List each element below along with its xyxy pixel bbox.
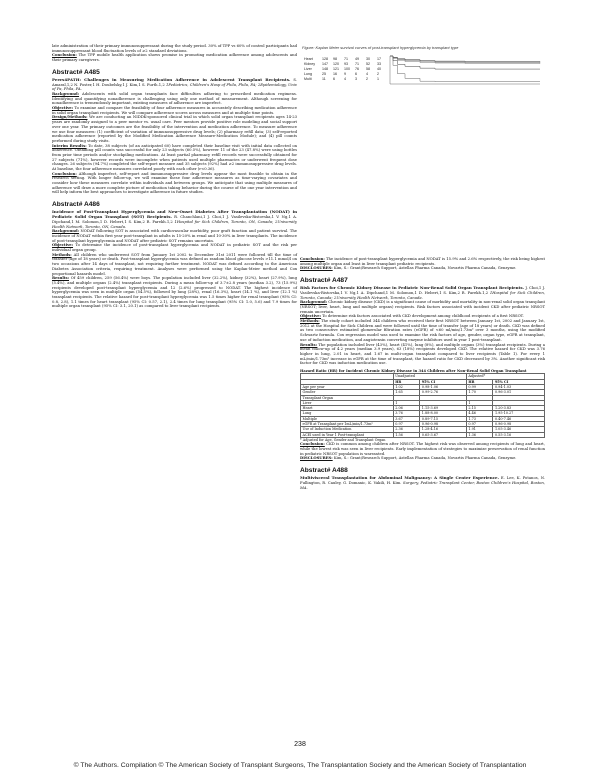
- table-cell: 1.91: [466, 427, 493, 432]
- table-cell: 0.89-7.15: [420, 416, 467, 421]
- risk-table-number: 121: [333, 67, 339, 71]
- risk-table-number: 6: [355, 72, 357, 76]
- table-cell: Use of Induction Medication: [301, 427, 394, 432]
- table-cell: Multiple: [301, 416, 394, 421]
- page-number: 238: [294, 741, 306, 748]
- risk-table-number: 148: [322, 67, 328, 71]
- table-cell: Liver: [301, 400, 394, 405]
- table-header-cell: HR: [466, 379, 493, 384]
- table-cell: 3.67: [393, 416, 420, 421]
- risk-table-number: 71: [344, 57, 348, 61]
- table-cell: 0.96-3.01: [493, 390, 545, 395]
- table-cell: 0.65-3.67: [420, 432, 467, 437]
- table-cell: 1: [393, 400, 420, 405]
- left-column: [52, 44, 297, 309]
- risk-table-number: 30: [366, 57, 370, 61]
- table-cell: 1.28-4.16: [420, 427, 467, 432]
- risk-table-number: 120: [333, 62, 339, 66]
- table-group-header: Adjusted*: [466, 374, 544, 379]
- abstract-authors: S. Amaral,1,2 N. Foster,1 H. Doubelsky,1 J. Kim,1 S. Furth.1,2: [52, 77, 297, 87]
- table-cell: 3.76: [393, 411, 420, 416]
- risk-table-number: 4: [366, 72, 368, 76]
- risk-table-number: 98: [333, 57, 337, 61]
- table-cell: 2.15: [466, 406, 493, 411]
- risk-table-number: 58: [366, 67, 370, 71]
- abstract-a487: Risk Factors for Chronic Kidney Disease in Pediatric Non-Renal Solid Organ Transplant Recipients. J. Choi,1 J. Vasilevska-Ristovska,1 V. Ng,1 A. Dipchand,1 M. Solomon,1 D. Hebert,1 S. Kim,2 R. Parekh.1,2 1Hospital for Sick Children, Toronto, Canada; 2University Health Network, Toronto, Canada. Background: Chronic kidney disease (CKD) is a significant cause of morbidity and mortality in non-renal solid organ transplant (NRSOT; liver, heart, lung and multiple organs) recipients. Risk factors associated with incident CKD after pediatric NRSOT remain uncertain. Objective: To determine risk factors associated with CKD development among childhood recipients of a first NRSOT. Methods: The study cohort included 344 children who received their first NRSOT between January 1st, 2002 and January 1st, 2012 at the Hospital for Sick Children and were followed until the time of transfer (age of 18 years) or death. CKD was defined as two consecutive estimated glomerular filtration rates (eGFR) of <60 ml/min/1.73m² over 3 months, using the modified Schwartz formula. Cox regression model was used to examine the risk factors of age, gender, organ type, eGFR at transplant, use of induction medication, and angiotensin converting enzyme inhibitors used in year 1 post-transplant. Results: The population included liver (43%), heart (41%), lung (8%), and multiple organs (3%) transplant recipients. During a mean follow-up of 4.2 years (median 3.9 years), 63 (18%) recipients developed CKD. The relative hazard for CKD was 3.76 higher in lung, 2.01 in heart, and 1.67 in multi-organ transplant compared to liver recipients (Table 1). For every 1 mL/min/1.73m² increase in eGFR at the time of transplant, the hazard ratio for CKD decreased by 3%. Another significant risk factor for CKD was induction medication use.: [300, 285, 545, 366]
- risk-table-label: Multi: [304, 77, 312, 81]
- abstract-a487-conclusion: Conclusion: CKD is common among children after NRSOT. The highest risk was observed among recipients of lung and heart, while the lowest risk was seen in liver recipients. Early implementation of strategies to maximize preservation of renal function in pediatric NRSOT population is warranted. DISCLOSURES: Kim, S.: Grant/Research Support, Astellas Pharma Canada, Novartis Pharma Canada, Genzyme.: [300, 441, 545, 461]
- table-header-cell: 95% CI: [493, 379, 545, 384]
- table-cell: 0.97: [393, 422, 420, 427]
- abstract-a486-conclusion: Conclusion: The incidence of post-transplant hyperglycemia and NODAT is 15.9% and 2.6% respectively, the risk being highest among multiple organ and least in liver transplant pediatric recipients. DISCLOSURES: Kim, S.: Grant/Research Support, Astellas Pharma Canada, Novartis Pharma Canada, Genzyme.: [300, 256, 545, 271]
- abstract-title: Incidence of Post-Transplant Hyperglycemia and New-Onset Diabetes After Transplantation (NODAT) in Pediatric Solid Organ Transplant (SOT) Recipients.: [52, 209, 297, 220]
- table-cell: 1.36: [466, 432, 493, 437]
- table-cell: 0.97: [466, 422, 493, 427]
- table-cell: 1.56: [393, 432, 420, 437]
- table-cell: 0.94-1.03: [493, 384, 545, 389]
- risk-table-number: 16: [333, 72, 337, 76]
- table-cell: Age per year: [301, 384, 394, 389]
- table-cell: 4.46: [466, 411, 493, 416]
- table-cell: 2.06: [393, 406, 420, 411]
- table-row: [301, 427, 545, 432]
- table-cell: 1.65: [393, 390, 420, 395]
- table-cell: 0.55-3.16: [493, 432, 545, 437]
- abstract-heading: Abstract# A487: [300, 277, 348, 285]
- risk-table: [304, 57, 381, 81]
- risk-table-label: Heart: [304, 57, 313, 61]
- table-cell: 1.70: [466, 390, 493, 395]
- abstract-authors: J. Choi,1 J. Vasilevska-Ristovska,1 V. Ng,1 A. Dipchand,1 M. Solomon,1 D. Hebert,1 S. Kim,2 R. Parekh.1,2: [300, 286, 545, 295]
- table-cell: Heart: [301, 406, 394, 411]
- risk-table-number: 93: [344, 62, 348, 66]
- risk-table-number: 33: [377, 62, 381, 66]
- risk-table-number: 52: [366, 62, 370, 66]
- abstract-a486: Incidence of Post-Transplant Hyperglycemia and New-Onset Diabetes After Transplantation (NODAT) in Pediatric Solid Organ Transplant (SOT) Recipients. R. Chanchlani,1 J. Choi,1 J. Vasilevska-Ristovska,1 V. Ng,1 A. Dipchand,1 M. Solomon,1 D. Hebert,1 S. Kim,2 R. Parekh.1,2 1Hospital for Sick Children, Toronto, ON, Canada; 2University Health Network, Toronto, ON, Canada. Background: NODAT following SOT is associated with cardiovascular morbidity, poor graft function and patient survival. The incidence of NODAT within first year post-transplant in adults is 15-20% in renal and 10-30% in liver transplants. The incidence of post-transplant hyperglycemia and NODAT after pediatric SOT remains uncertain. Objective: To determine the incidence of post-transplant hyperglycemia and NODAT in pediatric SOT and the risk per individual organ group. Methods: All children who underwent SOT from January 1st 2002 to December 31st 2011 were followed till the time of transfer (age of 18 years) or death. Post-transplant hyperglycemia was defined as random blood glucose levels >11.1 mmol/l on two occasions after 14 days of transplant, not requiring further treatment. NODAT was defined according to the American Diabetes Association criteria, requiring treatment. Analyses were performed using the Kaplan-Meier method and Cox proportional hazards model. Results: Of 459 children, 259 (56.4%) were boys. The population included liver (32.2%), kidney (32%), heart (27.9%), lung (5.4%), and multiple organs (2.4%) transplant recipients. During a mean follow-up of 3.7±2.8 years (median 3.2), 73 (15.9%) recipients developed post-transplant hyperglycemia and 12 (2.6%) progressed to NODAT. The highest incidence of hyperglycemia was seen in multiple organ (54.5%), followed by lung (28%), renal (16.3%), heart (14.1 %), and liver (12.1 %) transplant recipients. The relative hazard for post-transplant hyperglycemia was 1.5 times higher for renal transplant (95% CI: 0.8, 2.8), 1.1 times for heart transplant (95% CI: 0.57, 2.1), 2.4 times for lung transplant (95% CI: 1.0, 5.6) and 7.9 times for multiple organ transplant (95% CI: 3.1, 20.1) as compared to liver transplant recipients.: [52, 209, 298, 309]
- table-group-header: Unadjusted: [393, 374, 466, 379]
- abstract-title: Risk Factors for Chronic Kidney Disease in Pediatric Non-Renal Solid Organ Transplant Recipients.: [300, 285, 525, 291]
- table-cell: 1.02: [393, 384, 420, 389]
- hazard-ratio-table-block: [300, 369, 545, 442]
- table-cell: Lung: [301, 411, 394, 416]
- abstract-affiliation: Surgery, Pediatric Transplant Center, Boston Children's Hospital, Boston, MA.: [300, 481, 545, 490]
- risk-table-label: Lung: [304, 72, 312, 76]
- abstract-title: Multivisceral Transplantation for Abdominal Malignancy: A Single Center Experience.: [300, 475, 499, 481]
- table-cell: eGFR at Transplant per 1mL/min/1.73m²: [301, 422, 394, 427]
- risk-table-number: 3: [355, 77, 357, 81]
- risk-table-number: 2: [366, 77, 368, 81]
- risk-table-number: 2: [377, 72, 379, 76]
- risk-table-number: 6: [333, 77, 335, 81]
- risk-table-number: 11: [322, 77, 326, 81]
- abstract-authors: E. Lee, K. Potanos, N. Fullington, R. Cauley, G. Domanic, K. Vakili, H. Kim.: [300, 476, 546, 485]
- right-column: [300, 257, 545, 490]
- risk-table-number: 4: [344, 77, 346, 81]
- abstract-authors: R. Chanchlani,1 J. Choi,1 J. Vasilevska-Ristovska,1 V. Ng,1 A. Dipchand,1 M. Solomon,1 D. Hebert,1 S. Kim,2 R. Parekh.1,2: [52, 215, 298, 224]
- abstract-heading: Abstract# A486: [52, 201, 100, 209]
- risk-table-number: 9: [344, 72, 346, 76]
- table-caption: Hazard Ratio (HR) for Incident Chronic Kidney Disease in 344 Children after Non-Renal Solid Organ Transplant: [300, 368, 527, 373]
- table-cell: 2.36: [393, 427, 420, 432]
- risk-table-number: 40: [377, 67, 381, 71]
- table-row: [301, 432, 545, 437]
- table-row: [301, 422, 545, 427]
- abstract-a488: [300, 476, 545, 490]
- table-cell: 1: [466, 400, 493, 405]
- risk-table-number: 76: [355, 67, 359, 71]
- risk-table-number: 1: [377, 77, 379, 81]
- abstract-affiliation: 1Hospital for Sick Children, Toronto, Canada; 2University Health Network, Toronto, Canada.: [300, 290, 545, 300]
- table-cell: ACEI used in Year 1 Post-transplant: [301, 432, 394, 437]
- prev-abstract-end: late administration of their primary immunosuppressant during the study period. 30% of TPP vs 60% of control participants had immunosuppressant blood fluctuation levels of ≥2 standard deviations. Conclusion: The TPP mobile health application shows promise in promoting medication adherence among adolescents and their primary caregivers.: [52, 44, 297, 63]
- abstract-title: Peers4PATH: Challenges in Measuring Medication Adherence in Adolescent Transplant Recipients.: [52, 76, 291, 82]
- risk-table-number: 147: [322, 62, 328, 66]
- survival-curves: [390, 56, 540, 82]
- table-cell: 1.73: [466, 416, 493, 421]
- abstract-heading: Abstract# A488: [300, 467, 348, 475]
- risk-table-label: Kidney: [304, 62, 315, 66]
- risk-table-label: Liver: [304, 67, 312, 71]
- abstract-affiliation: 1Hospital for Sick Children, Toronto, ON, Canada; 2University Health Network, Toronto, ON, Canada.: [52, 219, 297, 229]
- risk-table-number: 25: [322, 72, 326, 76]
- table-cell: 1.15-3.69: [420, 406, 467, 411]
- hazard-ratio-table: [300, 373, 545, 438]
- table-footnote: * Adjusted for Age, Gender and Transplant Organ: [300, 437, 386, 442]
- risk-table-number: 49: [355, 57, 359, 61]
- risk-table-number: 71: [355, 62, 359, 66]
- table-cell: Gender: [301, 390, 394, 395]
- table-cell: 0.98-1.06: [420, 384, 467, 389]
- table-body: [301, 374, 545, 438]
- risk-table-number: 100: [344, 67, 350, 71]
- table-cell: 0.99: [466, 384, 493, 389]
- table-header-cell: 95% CI: [420, 379, 467, 384]
- abstract-heading: Abstract# A485: [52, 68, 100, 76]
- table-cell: 1.20-3.83: [493, 406, 545, 411]
- table-cell: 0.40-7.46: [493, 416, 545, 421]
- figure-title: Figure: Kaplan Meier survival curves of post-transplant hyperglycemia by transplant type: [302, 45, 459, 50]
- km-survival-figure: [300, 44, 545, 257]
- table-cell: Transplant Organ: [301, 395, 394, 400]
- copyright-footer: © The Authors. Compilation © The American Society of Transplant Surgeons, The Transplantation Society and the American Society of Transplantation: [73, 762, 527, 769]
- table-cell: 0.96-0.98: [420, 422, 467, 427]
- risk-table-number: 17: [377, 57, 381, 61]
- abstract-a485: Peers4PATH: Challenges in Measuring Medication Adherence in Adolescent Transplant Recipients. S. Amaral,1,2 N. Foster,1 H. Doubelsky,1 J. Kim,1 S. Furth.1,2 1Pediatrics, Children's Hosp of Phila, Phila, PA; 2Epidemiology, Univ of Pa, Phila, PA. Background: Adolescents with solid organ transplants face difficulties adhering to prescribed medication regimens. Identifying and quantifying nonadherence is challenging using only one method of measurement. Although screening for nonadherence is tremendously important, existing measures of adherence are imperfect. Objective: To examine and compare the feasibility of four adherence measures in accurately describing medication adherence in solid organ transplant recipients. We will compare adherence scores across measures and at multiple time points. Design/Methods: We are conducting an NIDDK-sponsored clinical trial in which solid organ transplant recipients ages 14-23 years are randomly assigned to a peer mentor vs. usual care. Peer mentors provide positive role modeling and social support over one year. The primary outcomes are the feasibility of the intervention and medication adherence. To measure adherence we use four measures: (1) coefficient of variation of immunosuppressive drug levels; (2) pharmacy refill data; (3) self-reported medication adherence (reported by the Modified Medication Adherence Measure-Medication Module); and (4) pill counts performed during study visits. Interim Results: To date, 38 subjects (of an anticipated 60) have completed their baseline visit with initial data collected on adherence. Obtaining pill counts was successful for only 23 subjects (60.5%), however 11 of the 23 (47.8%) were using bottles from prior time periods and/or stockpiling medications. At least partial pharmacy refill records were successfully obtained for 27 subjects (71%), however records were incomplete when patients used multiple pharmacies or underwent frequent dose changes. 26 subjects (94.7%) completed the self-report measure and 35 subjects (92%) had ≥2 immunosuppressive drug levels. At baseline, the four adherence measures correlated poorly with each other (r<0.36). Conclusion: Although imperfect, self-report and immunosuppressive drug levels appear the most feasible to obtain in the research setting. With longer follow-up, we will examine these four adherence measures as time-varying covariates and consider how these measures correlate within individuals and between groups. We anticipate that using multiple measures of adherence will draw a more complete picture of medication taking behavior during the course of the one year intervention and will help inform the best approaches to investigate adherence in future studies.: [52, 76, 297, 195]
- table-cell: 1.88-8.00: [420, 411, 467, 416]
- abstract-affiliation: 1Pediatrics, Children's Hosp of Phila, Phila, PA; 2Epidemiology, Univ of Pa, Phila, PA.: [52, 82, 297, 92]
- risk-table-number: 128: [322, 57, 328, 61]
- table-cell: 1.95-10.27: [493, 411, 545, 416]
- survival-curve-liver: [390, 56, 540, 62]
- table-cell: 1.05-3.46: [493, 427, 545, 432]
- table-header-cell: HR: [393, 379, 420, 384]
- table-cell: 0.96-0.98: [493, 422, 545, 427]
- table-cell: 0.99-2.76: [420, 390, 467, 395]
